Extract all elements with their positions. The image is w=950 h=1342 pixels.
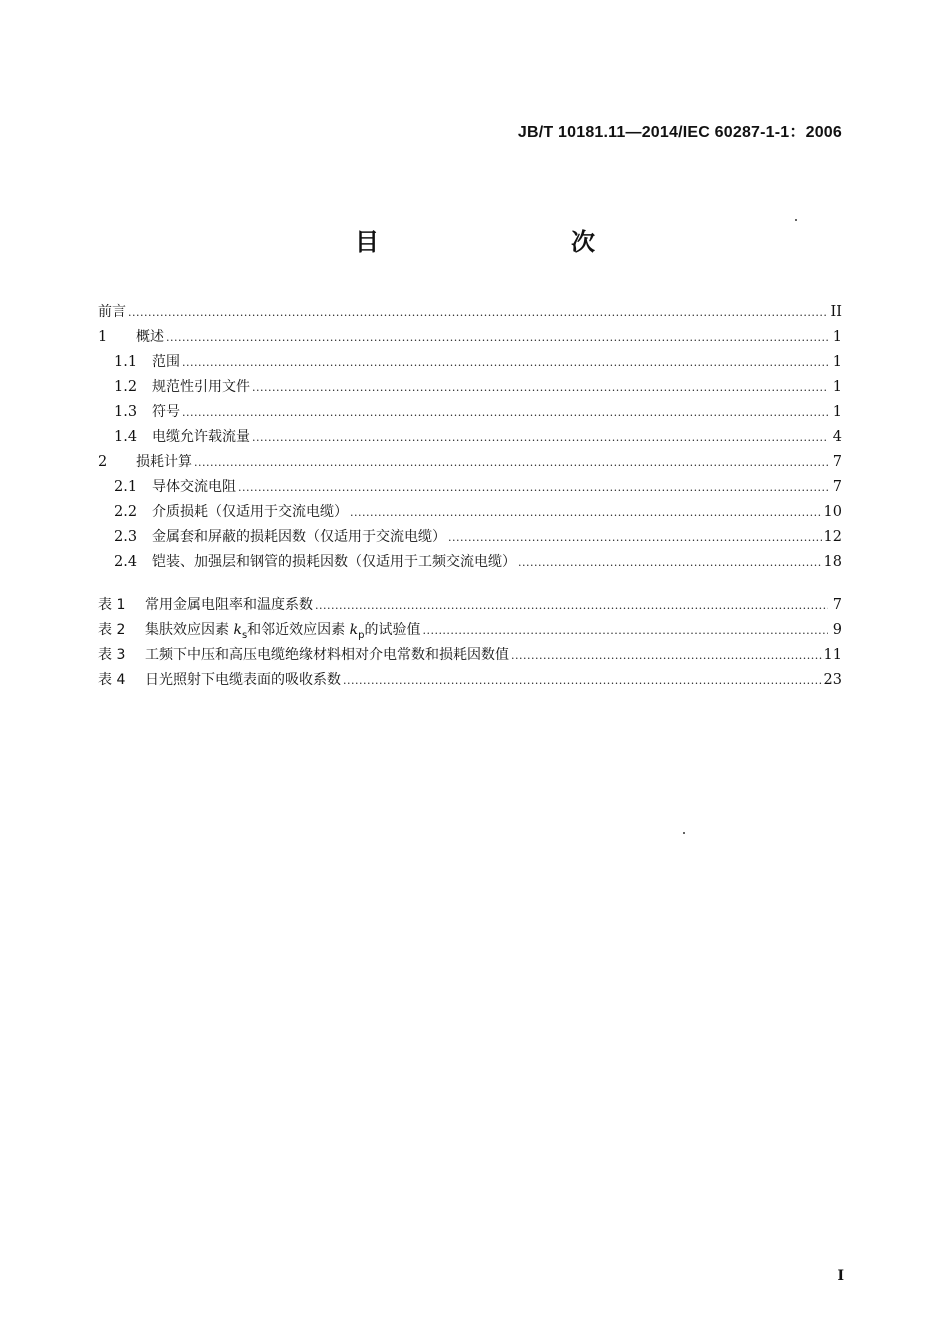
- label-part: k: [349, 622, 359, 638]
- toc-entry-number: 1.2: [114, 379, 138, 395]
- toc-entry-label: 前言: [98, 304, 126, 320]
- toc-entry-number: 1: [98, 329, 108, 345]
- table-of-contents: [98, 301, 842, 694]
- scan-speck: [795, 219, 797, 221]
- table-entry-label: 工频下中压和高压电缆绝缘材料相对介电常数和损耗因数值: [145, 647, 509, 663]
- toc-entry-number: 2.4: [114, 554, 138, 570]
- dot-leader: [518, 554, 822, 569]
- toc-entry[interactable]: [98, 476, 842, 501]
- table-list-entry[interactable]: [98, 619, 842, 644]
- toc-entry-number: 2.3: [114, 529, 138, 545]
- toc-entry[interactable]: [98, 401, 842, 426]
- table-entry-page: 7: [832, 597, 842, 613]
- standard-code: JB/T 10181.11—2014/IEC 60287-1-1：2006: [517, 124, 842, 141]
- dot-leader: [182, 404, 828, 419]
- table-entry-label: 常用金属电阻率和温度系数: [145, 597, 313, 613]
- dot-leader: [166, 329, 828, 344]
- toc-entry-page: 4: [832, 429, 842, 445]
- toc-entry-page: 7: [832, 479, 842, 495]
- toc-entry-page: 18: [823, 554, 842, 570]
- page-number: I: [837, 1268, 844, 1284]
- toc-entry-number: 2: [98, 454, 108, 470]
- page-title: 目 次: [355, 228, 643, 256]
- dot-leader: [422, 622, 828, 637]
- dot-leader: [511, 647, 822, 662]
- dot-leader: [128, 304, 828, 319]
- table-entry-number: 表 2: [98, 622, 126, 638]
- toc-entry-label: 概述: [136, 329, 164, 345]
- toc-entry-number: 1.1: [114, 354, 138, 370]
- dot-leader: [315, 597, 828, 612]
- label-part: 的试验值: [364, 622, 421, 638]
- toc-entry-label: 导体交流电阻: [152, 479, 236, 495]
- toc-entry-page: 1: [832, 354, 842, 370]
- toc-entry[interactable]: [98, 501, 842, 526]
- scan-speck: [683, 832, 685, 834]
- label-part: p: [358, 629, 365, 641]
- toc-entry-page: 12: [823, 529, 842, 545]
- toc-entry-page: 1: [832, 329, 842, 345]
- dot-leader: [182, 354, 828, 369]
- toc-entry-label: 规范性引用文件: [152, 379, 250, 395]
- table-entry-number: 表 1: [98, 597, 126, 613]
- toc-entry[interactable]: [98, 326, 842, 351]
- toc-entry-label: 金属套和屏蔽的损耗因数（仅适用于交流电缆）: [152, 529, 446, 545]
- toc-entry-number: 2.1: [114, 479, 138, 495]
- dot-leader: [252, 429, 828, 444]
- table-entry-label: [145, 619, 420, 641]
- toc-entry-number: 2.2: [114, 504, 138, 520]
- dot-leader: [252, 379, 828, 394]
- toc-entry-number: 1.3: [114, 404, 138, 420]
- toc-entry-number: 1.4: [114, 429, 138, 445]
- table-entry-page: 11: [823, 647, 842, 663]
- table-list-entry[interactable]: [98, 669, 842, 694]
- toc-entry-label: 电缆允许载流量: [152, 429, 250, 445]
- toc-entry-label: 铠装、加强层和钢管的损耗因数（仅适用于工频交流电缆）: [152, 554, 516, 570]
- toc-entry[interactable]: [98, 301, 842, 326]
- table-entry-label: 日光照射下电缆表面的吸收系数: [145, 672, 341, 688]
- dot-leader: [238, 479, 828, 494]
- toc-entry[interactable]: [98, 376, 842, 401]
- toc-entry[interactable]: [98, 451, 842, 476]
- label-part: 集肤效应因素: [145, 622, 234, 638]
- table-entry-page: 9: [832, 622, 842, 638]
- dot-leader: [448, 529, 822, 544]
- toc-entry[interactable]: [98, 351, 842, 376]
- label-part: 和邻近效应因素: [247, 622, 350, 638]
- toc-entry[interactable]: [98, 526, 842, 551]
- toc-entry-page: 1: [832, 379, 842, 395]
- toc-entry-label: 介质损耗（仅适用于交流电缆）: [152, 504, 348, 520]
- table-list-entry[interactable]: [98, 594, 842, 619]
- toc-entry-page: 7: [832, 454, 842, 470]
- toc-entry-label: 符号: [152, 404, 180, 420]
- toc-entry[interactable]: [98, 551, 842, 576]
- toc-entry-label: 范围: [152, 354, 180, 370]
- toc-entry[interactable]: [98, 426, 842, 451]
- table-entry-number: 表 4: [98, 672, 126, 688]
- toc-entry-label: 损耗计算: [136, 454, 192, 470]
- dot-leader: [194, 454, 828, 469]
- toc-entry-page: II: [830, 304, 842, 320]
- table-list-entry[interactable]: [98, 644, 842, 669]
- dot-leader: [350, 504, 822, 519]
- toc-entry-page: 1: [832, 404, 842, 420]
- label-part: s: [241, 629, 248, 641]
- table-entry-page: 23: [823, 672, 842, 688]
- label-part: k: [233, 622, 242, 638]
- dot-leader: [343, 672, 822, 687]
- toc-entry-page: 10: [823, 504, 842, 520]
- table-entry-number: 表 3: [98, 647, 126, 663]
